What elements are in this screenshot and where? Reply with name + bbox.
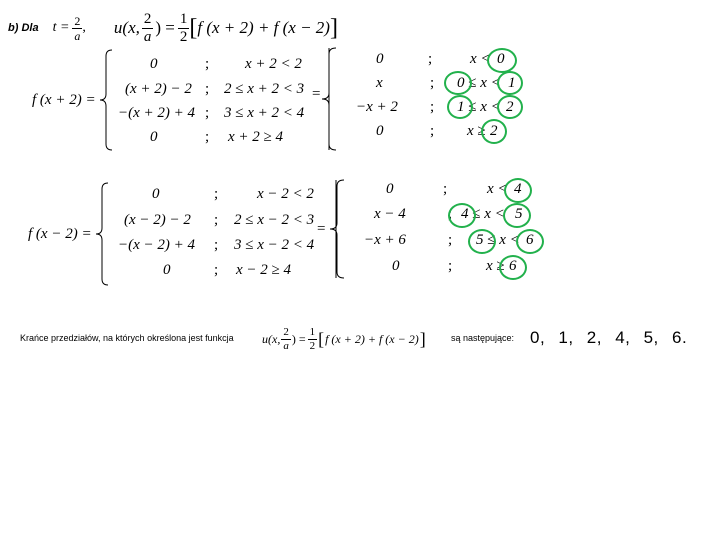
case-value: (x + 2) − 2 — [125, 81, 192, 97]
simplified-value: 0 — [386, 181, 394, 197]
case-sep: ; — [205, 129, 210, 145]
simplified-value: x − 4 — [374, 206, 406, 222]
case-cond: x + 2 < 2 — [245, 56, 302, 72]
highlight-circle — [499, 255, 527, 280]
simplified-sep: ; — [430, 123, 435, 139]
endpoints-list: 0, 1, 2, 4, 5, 6. — [530, 328, 688, 347]
formula-body: f (x + 2) + f (x − 2) — [325, 331, 419, 346]
formula-half-den: 2 — [309, 339, 316, 352]
t-num: 2 — [74, 13, 81, 28]
simplified-cond: x < — [470, 51, 491, 67]
fp2-lhs: f (x + 2) = — [32, 92, 96, 108]
simplified-cond-end: 5 — [515, 206, 523, 222]
formula-half — [308, 327, 318, 352]
half-num: 1 — [179, 10, 188, 27]
case-sep: ; — [214, 186, 219, 202]
simplified-cond: x ≥ — [467, 123, 486, 139]
simplified-value: x — [376, 75, 383, 91]
simplified-value: −x + 2 — [356, 99, 398, 115]
simplified-cond: 1 ≤ x < — [457, 99, 501, 115]
t-lhs: t = — [52, 20, 70, 35]
formula-num: 2 — [283, 325, 289, 338]
simplified-cond-end: 2 — [506, 99, 514, 115]
formula-lhs: u(x, — [262, 331, 281, 346]
case-cond: 2 ≤ x + 2 < 3 — [224, 81, 305, 97]
simplified-cond-end: 1 — [508, 75, 516, 91]
u-lhs: u(x, — [113, 18, 140, 37]
case-cond: 3 ≤ x + 2 < 4 — [224, 105, 305, 121]
highlight-circle — [481, 119, 507, 144]
formula-fraction — [281, 327, 291, 352]
case-sep: ; — [205, 81, 210, 97]
part-label: b) Dla — [8, 22, 39, 34]
case-sep: ; — [214, 237, 219, 253]
simplified-cond-end: 6 — [509, 258, 517, 274]
case-cond: 2 ≤ x − 2 < 3 — [234, 212, 315, 228]
right-bracket: ] — [329, 15, 338, 41]
t-comma: , — [82, 20, 86, 35]
highlight-circle — [447, 95, 473, 119]
u-fraction — [142, 12, 154, 45]
highlight-circle — [448, 203, 476, 228]
formula-left-bracket: [ — [318, 328, 325, 349]
case-sep: ; — [205, 105, 210, 121]
u-den: a — [143, 28, 152, 45]
t-fraction — [72, 15, 82, 42]
formula-mid: ) = — [291, 331, 306, 346]
u-body: f (x + 2) + f (x − 2) — [197, 18, 330, 37]
simplified-sep: ; — [443, 181, 448, 197]
conclusion-formula — [262, 321, 426, 357]
fp2-simplified-brace — [322, 48, 338, 150]
u-num: 2 — [143, 10, 152, 27]
formula-right-bracket: ] — [419, 328, 426, 349]
simplified-sep: ; — [448, 232, 453, 248]
case-sep: ; — [214, 212, 219, 228]
case-value: −(x − 2) + 4 — [118, 237, 196, 253]
highlight-circle — [444, 71, 472, 95]
highlight-circle — [468, 229, 496, 254]
simplified-cond: x ≥ — [486, 258, 505, 274]
simplified-sep: ; — [448, 258, 453, 274]
simplified-value: −x + 6 — [364, 232, 406, 248]
simplified-cond-end: 6 — [526, 232, 534, 248]
case-sep: ; — [214, 262, 219, 278]
case-value: (x − 2) − 2 — [124, 212, 191, 228]
case-value: 0 — [150, 129, 158, 145]
half-den: 2 — [179, 28, 188, 45]
simplified-value: 0 — [392, 258, 400, 274]
half-fraction — [178, 12, 190, 45]
simplified-cond: 5 ≤ x < — [476, 232, 520, 248]
case-value: 0 — [152, 186, 160, 202]
simplified-sep: ; — [428, 51, 433, 67]
highlight-circle — [487, 48, 517, 73]
fm2-lhs: f (x − 2) = — [28, 226, 92, 242]
simplified-sep: ; — [430, 75, 435, 91]
case-cond: 3 ≤ x − 2 < 4 — [234, 237, 315, 253]
simplified-sep: ; — [448, 206, 453, 222]
simplified-cond: x < — [487, 181, 508, 197]
simplified-cond: 4 ≤ x < — [461, 206, 505, 222]
case-cond: x − 2 < 2 — [257, 186, 314, 202]
formula-half-num: 1 — [309, 325, 316, 338]
highlight-circle — [503, 203, 531, 228]
simplified-value: 0 — [376, 123, 384, 139]
case-cond: x + 2 ≥ 4 — [228, 129, 284, 145]
highlight-circle — [497, 95, 523, 119]
simplified-cond-end: 2 — [490, 123, 498, 139]
conclusion-suffix: są następujące: — [451, 333, 515, 343]
fp2-equals: = — [312, 86, 321, 102]
simplified-value: 0 — [376, 51, 384, 67]
simplified-cond-end: 4 — [514, 181, 522, 197]
case-value: −(x + 2) + 4 — [118, 105, 196, 121]
highlight-circle — [497, 71, 523, 95]
formula-den: a — [283, 339, 289, 352]
fm2-equals: = — [317, 221, 326, 237]
case-value: 0 — [150, 56, 158, 72]
fm2-simplified-brace — [330, 180, 346, 278]
t-den: a — [74, 28, 81, 43]
u-mid: ) = — [155, 18, 175, 37]
fp2-left-brace — [100, 50, 114, 150]
simplified-sep: ; — [430, 99, 435, 115]
case-cond: x − 2 ≥ 4 — [236, 262, 292, 278]
conclusion-prefix: Krańce przedziałów, na których określona jest funkcja — [20, 333, 234, 343]
case-sep: ; — [205, 56, 210, 72]
simplified-cond: 0 ≤ x < — [457, 75, 501, 91]
simplified-cond-end: 0 — [497, 51, 505, 67]
highlight-circle — [516, 229, 544, 254]
highlight-circle — [504, 178, 532, 203]
fm2-left-brace — [96, 183, 110, 285]
case-value: 0 — [163, 262, 171, 278]
header-line — [8, 10, 338, 46]
left-bracket: [ — [189, 15, 198, 41]
